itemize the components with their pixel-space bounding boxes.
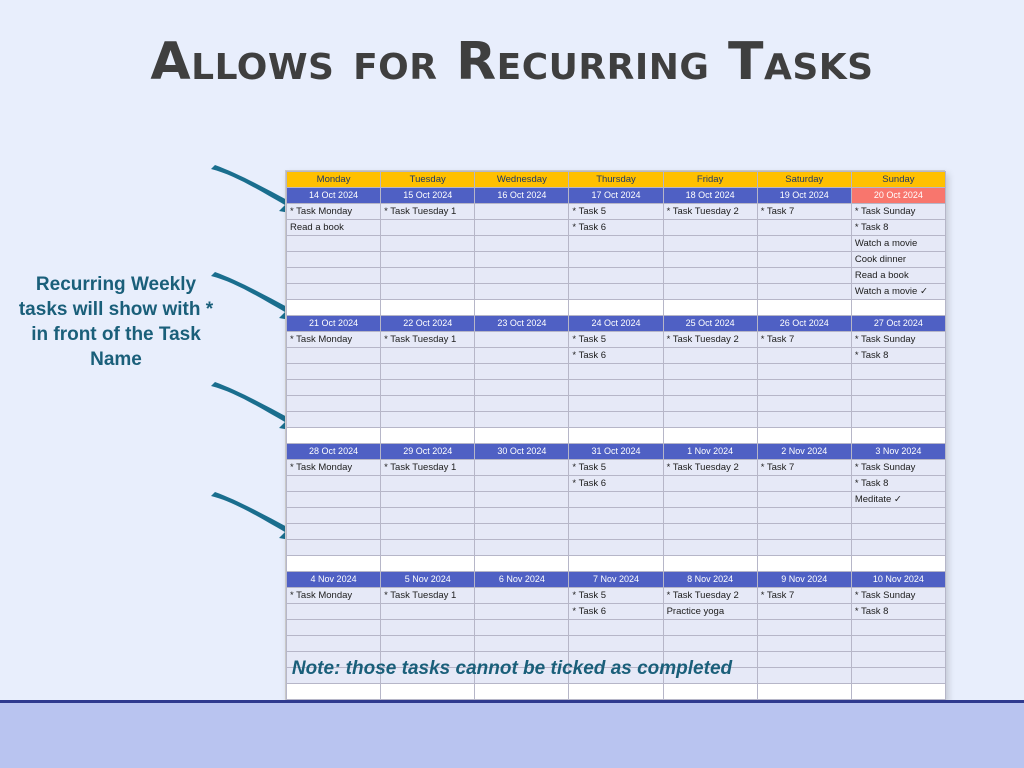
empty-task-cell[interactable] bbox=[475, 620, 569, 636]
task-cell[interactable]: Watch a movie ✓ bbox=[851, 284, 945, 300]
task-row bbox=[287, 476, 946, 492]
empty-task-cell[interactable] bbox=[569, 364, 663, 380]
week-date-row bbox=[287, 572, 946, 588]
empty-cell[interactable] bbox=[475, 300, 569, 316]
week-date-row bbox=[287, 444, 946, 460]
empty-task-cell[interactable] bbox=[569, 524, 663, 540]
date-cell[interactable]: 7 Nov 2024 bbox=[569, 572, 663, 588]
empty-cell[interactable] bbox=[475, 684, 569, 700]
empty-task-cell[interactable] bbox=[851, 620, 945, 636]
empty-task-cell[interactable] bbox=[475, 492, 569, 508]
empty-cell[interactable] bbox=[381, 684, 475, 700]
task-row bbox=[287, 540, 946, 556]
empty-task-cell[interactable] bbox=[757, 412, 851, 428]
task-cell[interactable]: * Task 7 bbox=[757, 588, 851, 604]
date-cell[interactable]: 30 Oct 2024 bbox=[475, 444, 569, 460]
empty-task-cell[interactable] bbox=[663, 620, 757, 636]
empty-task-cell[interactable] bbox=[663, 268, 757, 284]
empty-task-cell[interactable] bbox=[287, 412, 381, 428]
task-cell[interactable]: * Task Tuesday 2 bbox=[663, 204, 757, 220]
date-cell[interactable]: 22 Oct 2024 bbox=[381, 316, 475, 332]
date-cell[interactable]: 14 Oct 2024 bbox=[287, 188, 381, 204]
date-cell[interactable]: 23 Oct 2024 bbox=[475, 316, 569, 332]
task-cell[interactable]: * Task 6 bbox=[569, 348, 663, 364]
empty-task-cell[interactable] bbox=[757, 524, 851, 540]
empty-task-cell[interactable] bbox=[569, 268, 663, 284]
task-cell[interactable]: * Task 8 bbox=[851, 604, 945, 620]
empty-task-cell[interactable] bbox=[757, 540, 851, 556]
task-row bbox=[287, 620, 946, 636]
task-row bbox=[287, 460, 946, 476]
empty-task-cell[interactable] bbox=[569, 396, 663, 412]
day-header-friday[interactable]: Friday bbox=[663, 172, 757, 188]
empty-cell[interactable] bbox=[287, 428, 381, 444]
task-row bbox=[287, 236, 946, 252]
task-row bbox=[287, 364, 946, 380]
task-cell[interactable]: * Task Tuesday 2 bbox=[663, 460, 757, 476]
empty-task-cell[interactable] bbox=[475, 604, 569, 620]
date-cell[interactable]: 27 Oct 2024 bbox=[851, 316, 945, 332]
date-cell[interactable]: 19 Oct 2024 bbox=[757, 188, 851, 204]
empty-cell[interactable] bbox=[381, 428, 475, 444]
empty-task-cell[interactable] bbox=[475, 220, 569, 236]
task-cell[interactable]: * Task 5 bbox=[569, 332, 663, 348]
task-cell[interactable]: * Task 7 bbox=[757, 460, 851, 476]
empty-task-cell[interactable] bbox=[475, 540, 569, 556]
empty-task-cell[interactable] bbox=[851, 380, 945, 396]
task-row bbox=[287, 268, 946, 284]
empty-task-cell[interactable] bbox=[663, 524, 757, 540]
empty-task-cell[interactable] bbox=[663, 492, 757, 508]
day-header-sunday[interactable]: Sunday bbox=[851, 172, 945, 188]
empty-task-cell[interactable] bbox=[851, 540, 945, 556]
date-cell[interactable]: 28 Oct 2024 bbox=[287, 444, 381, 460]
empty-task-cell[interactable] bbox=[475, 268, 569, 284]
empty-cell[interactable] bbox=[287, 300, 381, 316]
empty-cell[interactable] bbox=[381, 300, 475, 316]
empty-task-cell[interactable] bbox=[381, 636, 475, 652]
empty-task-cell[interactable] bbox=[381, 380, 475, 396]
empty-task-cell[interactable] bbox=[287, 364, 381, 380]
task-cell[interactable]: * Task Monday bbox=[287, 204, 381, 220]
spacer-row bbox=[287, 300, 946, 316]
empty-task-cell[interactable] bbox=[475, 524, 569, 540]
task-row bbox=[287, 508, 946, 524]
empty-task-cell[interactable] bbox=[757, 348, 851, 364]
week-date-row bbox=[287, 316, 946, 332]
empty-task-cell[interactable] bbox=[381, 236, 475, 252]
day-header-monday[interactable]: Monday bbox=[287, 172, 381, 188]
empty-task-cell[interactable] bbox=[663, 348, 757, 364]
empty-task-cell[interactable] bbox=[663, 252, 757, 268]
empty-task-cell[interactable] bbox=[663, 220, 757, 236]
week-date-row bbox=[287, 188, 946, 204]
spacer-row bbox=[287, 556, 946, 572]
task-row bbox=[287, 492, 946, 508]
task-cell[interactable]: * Task 6 bbox=[569, 476, 663, 492]
empty-task-cell[interactable] bbox=[851, 524, 945, 540]
empty-task-cell[interactable] bbox=[757, 476, 851, 492]
empty-task-cell[interactable] bbox=[381, 348, 475, 364]
empty-task-cell[interactable] bbox=[851, 636, 945, 652]
empty-task-cell[interactable] bbox=[663, 636, 757, 652]
task-row bbox=[287, 284, 946, 300]
task-cell[interactable]: * Task 6 bbox=[569, 604, 663, 620]
task-cell[interactable]: Read a book bbox=[851, 268, 945, 284]
empty-task-cell[interactable] bbox=[381, 524, 475, 540]
task-row bbox=[287, 380, 946, 396]
empty-task-cell[interactable] bbox=[381, 492, 475, 508]
empty-task-cell[interactable] bbox=[663, 364, 757, 380]
day-header-wednesday[interactable]: Wednesday bbox=[475, 172, 569, 188]
bottom-note: Note: those tasks cannot be ticked as completed bbox=[291, 658, 733, 679]
empty-task-cell[interactable] bbox=[287, 636, 381, 652]
task-row bbox=[287, 588, 946, 604]
task-row bbox=[287, 636, 946, 652]
task-row bbox=[287, 348, 946, 364]
task-row bbox=[287, 604, 946, 620]
empty-task-cell[interactable] bbox=[475, 284, 569, 300]
empty-task-cell[interactable] bbox=[287, 540, 381, 556]
empty-task-cell[interactable] bbox=[475, 348, 569, 364]
task-cell[interactable]: * Task 5 bbox=[569, 204, 663, 220]
empty-task-cell[interactable] bbox=[381, 476, 475, 492]
empty-cell[interactable] bbox=[851, 300, 945, 316]
empty-task-cell[interactable] bbox=[475, 396, 569, 412]
empty-task-cell[interactable] bbox=[569, 412, 663, 428]
empty-task-cell[interactable] bbox=[851, 396, 945, 412]
empty-task-cell[interactable] bbox=[381, 284, 475, 300]
date-cell[interactable]: 1 Nov 2024 bbox=[663, 444, 757, 460]
empty-task-cell[interactable] bbox=[475, 332, 569, 348]
empty-task-cell[interactable] bbox=[757, 620, 851, 636]
empty-task-cell[interactable] bbox=[663, 540, 757, 556]
empty-task-cell[interactable] bbox=[381, 620, 475, 636]
empty-task-cell[interactable] bbox=[569, 236, 663, 252]
date-cell[interactable]: 17 Oct 2024 bbox=[569, 188, 663, 204]
empty-task-cell[interactable] bbox=[663, 412, 757, 428]
task-row bbox=[287, 524, 946, 540]
empty-task-cell[interactable] bbox=[381, 268, 475, 284]
task-row bbox=[287, 220, 946, 236]
empty-cell[interactable] bbox=[851, 556, 945, 572]
empty-task-cell[interactable] bbox=[569, 540, 663, 556]
empty-cell[interactable] bbox=[757, 684, 851, 700]
empty-task-cell[interactable] bbox=[287, 396, 381, 412]
page-title: Allows for Recurring Tasks bbox=[150, 32, 874, 92]
empty-cell[interactable] bbox=[381, 556, 475, 572]
task-cell[interactable]: * Task Monday bbox=[287, 460, 381, 476]
empty-task-cell[interactable] bbox=[663, 236, 757, 252]
empty-task-cell[interactable] bbox=[475, 636, 569, 652]
spacer-row bbox=[287, 428, 946, 444]
empty-task-cell[interactable] bbox=[569, 284, 663, 300]
task-cell[interactable]: Read a book bbox=[287, 220, 381, 236]
empty-task-cell[interactable] bbox=[287, 236, 381, 252]
empty-task-cell[interactable] bbox=[287, 476, 381, 492]
empty-task-cell[interactable] bbox=[569, 380, 663, 396]
empty-task-cell[interactable] bbox=[287, 252, 381, 268]
day-header-thursday[interactable]: Thursday bbox=[569, 172, 663, 188]
date-cell[interactable]: 2 Nov 2024 bbox=[757, 444, 851, 460]
task-cell[interactable]: Practice yoga bbox=[663, 604, 757, 620]
empty-task-cell[interactable] bbox=[381, 220, 475, 236]
empty-task-cell[interactable] bbox=[757, 492, 851, 508]
task-row bbox=[287, 204, 946, 220]
footer-bar bbox=[0, 703, 1024, 768]
spacer-row bbox=[287, 684, 946, 700]
empty-cell[interactable] bbox=[851, 684, 945, 700]
task-cell[interactable]: * Task Sunday bbox=[851, 332, 945, 348]
date-cell[interactable]: 6 Nov 2024 bbox=[475, 572, 569, 588]
task-cell[interactable]: * Task Tuesday 1 bbox=[381, 332, 475, 348]
empty-task-cell[interactable] bbox=[475, 204, 569, 220]
empty-task-cell[interactable] bbox=[663, 284, 757, 300]
empty-cell[interactable] bbox=[569, 684, 663, 700]
empty-cell[interactable] bbox=[569, 300, 663, 316]
task-cell[interactable]: * Task Tuesday 2 bbox=[663, 588, 757, 604]
empty-cell[interactable] bbox=[569, 428, 663, 444]
task-cell[interactable]: * Task Monday bbox=[287, 588, 381, 604]
empty-cell[interactable] bbox=[851, 428, 945, 444]
empty-task-cell[interactable] bbox=[287, 524, 381, 540]
empty-task-cell[interactable] bbox=[757, 380, 851, 396]
empty-task-cell[interactable] bbox=[663, 380, 757, 396]
empty-task-cell[interactable] bbox=[381, 540, 475, 556]
empty-cell[interactable] bbox=[757, 300, 851, 316]
empty-task-cell[interactable] bbox=[475, 588, 569, 604]
empty-task-cell[interactable] bbox=[569, 508, 663, 524]
empty-task-cell[interactable] bbox=[381, 252, 475, 268]
empty-task-cell[interactable] bbox=[757, 236, 851, 252]
empty-task-cell[interactable] bbox=[663, 396, 757, 412]
empty-task-cell[interactable] bbox=[757, 364, 851, 380]
task-cell[interactable]: * Task Sunday bbox=[851, 460, 945, 476]
empty-task-cell[interactable] bbox=[475, 236, 569, 252]
empty-cell[interactable] bbox=[757, 428, 851, 444]
empty-task-cell[interactable] bbox=[475, 508, 569, 524]
empty-cell[interactable] bbox=[663, 300, 757, 316]
empty-task-cell[interactable] bbox=[757, 604, 851, 620]
empty-cell[interactable] bbox=[663, 556, 757, 572]
empty-task-cell[interactable] bbox=[381, 412, 475, 428]
empty-task-cell[interactable] bbox=[287, 620, 381, 636]
date-cell[interactable]: 5 Nov 2024 bbox=[381, 572, 475, 588]
date-cell[interactable]: 9 Nov 2024 bbox=[757, 572, 851, 588]
empty-task-cell[interactable] bbox=[475, 460, 569, 476]
day-header-row bbox=[287, 172, 946, 188]
empty-task-cell[interactable] bbox=[287, 492, 381, 508]
empty-task-cell[interactable] bbox=[287, 508, 381, 524]
empty-task-cell[interactable] bbox=[663, 508, 757, 524]
date-cell[interactable]: 4 Nov 2024 bbox=[287, 572, 381, 588]
date-cell[interactable]: 3 Nov 2024 bbox=[851, 444, 945, 460]
date-cell[interactable]: 15 Oct 2024 bbox=[381, 188, 475, 204]
task-cell[interactable]: * Task 7 bbox=[757, 332, 851, 348]
empty-cell[interactable] bbox=[475, 428, 569, 444]
task-cell[interactable]: Meditate ✓ bbox=[851, 492, 945, 508]
empty-task-cell[interactable] bbox=[475, 412, 569, 428]
date-cell[interactable]: 21 Oct 2024 bbox=[287, 316, 381, 332]
empty-task-cell[interactable] bbox=[475, 380, 569, 396]
empty-task-cell[interactable] bbox=[757, 396, 851, 412]
task-cell[interactable]: * Task 8 bbox=[851, 220, 945, 236]
task-row bbox=[287, 412, 946, 428]
date-cell[interactable]: 24 Oct 2024 bbox=[569, 316, 663, 332]
date-cell[interactable]: 16 Oct 2024 bbox=[475, 188, 569, 204]
date-cell[interactable]: 25 Oct 2024 bbox=[663, 316, 757, 332]
empty-task-cell[interactable] bbox=[381, 604, 475, 620]
left-annotation-text: Recurring Weekly tasks will show with * in front of the Task Name bbox=[18, 274, 214, 370]
task-cell[interactable]: * Task Tuesday 1 bbox=[381, 460, 475, 476]
task-cell[interactable]: * Task Sunday bbox=[851, 204, 945, 220]
date-cell[interactable]: 26 Oct 2024 bbox=[757, 316, 851, 332]
empty-task-cell[interactable] bbox=[851, 412, 945, 428]
empty-task-cell[interactable] bbox=[569, 620, 663, 636]
date-cell[interactable]: 31 Oct 2024 bbox=[569, 444, 663, 460]
empty-cell[interactable] bbox=[569, 556, 663, 572]
empty-task-cell[interactable] bbox=[569, 252, 663, 268]
task-row bbox=[287, 252, 946, 268]
empty-task-cell[interactable] bbox=[851, 508, 945, 524]
task-row bbox=[287, 396, 946, 412]
empty-task-cell[interactable] bbox=[287, 380, 381, 396]
day-header-saturday[interactable]: Saturday bbox=[757, 172, 851, 188]
task-cell[interactable]: * Task Tuesday 2 bbox=[663, 332, 757, 348]
task-cell[interactable]: * Task Tuesday 1 bbox=[381, 588, 475, 604]
empty-task-cell[interactable] bbox=[569, 492, 663, 508]
empty-cell[interactable] bbox=[663, 428, 757, 444]
empty-task-cell[interactable] bbox=[757, 508, 851, 524]
empty-task-cell[interactable] bbox=[757, 268, 851, 284]
task-cell[interactable]: * Task 5 bbox=[569, 588, 663, 604]
empty-cell[interactable] bbox=[287, 556, 381, 572]
task-cell[interactable]: * Task Sunday bbox=[851, 588, 945, 604]
task-cell[interactable]: * Task 5 bbox=[569, 460, 663, 476]
date-cell[interactable]: 20 Oct 2024 bbox=[851, 188, 945, 204]
empty-cell[interactable] bbox=[475, 556, 569, 572]
empty-task-cell[interactable] bbox=[757, 284, 851, 300]
task-row bbox=[287, 332, 946, 348]
empty-task-cell[interactable] bbox=[381, 396, 475, 412]
empty-task-cell[interactable] bbox=[757, 220, 851, 236]
empty-cell[interactable] bbox=[757, 556, 851, 572]
empty-cell[interactable] bbox=[663, 684, 757, 700]
task-cell[interactable]: * Task 8 bbox=[851, 476, 945, 492]
task-cell[interactable]: Watch a movie bbox=[851, 236, 945, 252]
empty-task-cell[interactable] bbox=[287, 348, 381, 364]
empty-task-cell[interactable] bbox=[475, 476, 569, 492]
empty-task-cell[interactable] bbox=[663, 476, 757, 492]
empty-task-cell[interactable] bbox=[569, 636, 663, 652]
task-cell[interactable]: * Task 7 bbox=[757, 204, 851, 220]
empty-task-cell[interactable] bbox=[287, 284, 381, 300]
empty-task-cell[interactable] bbox=[475, 364, 569, 380]
empty-task-cell[interactable] bbox=[287, 604, 381, 620]
date-cell[interactable]: 18 Oct 2024 bbox=[663, 188, 757, 204]
empty-task-cell[interactable] bbox=[381, 508, 475, 524]
day-header-tuesday[interactable]: Tuesday bbox=[381, 172, 475, 188]
empty-task-cell[interactable] bbox=[475, 252, 569, 268]
task-cell[interactable]: * Task 8 bbox=[851, 348, 945, 364]
task-cell[interactable]: * Task Tuesday 1 bbox=[381, 204, 475, 220]
date-cell[interactable]: 8 Nov 2024 bbox=[663, 572, 757, 588]
empty-cell[interactable] bbox=[287, 684, 381, 700]
date-cell[interactable]: 10 Nov 2024 bbox=[851, 572, 945, 588]
task-cell[interactable]: * Task Monday bbox=[287, 332, 381, 348]
empty-task-cell[interactable] bbox=[757, 252, 851, 268]
task-cell[interactable]: * Task 6 bbox=[569, 220, 663, 236]
empty-task-cell[interactable] bbox=[851, 364, 945, 380]
task-cell[interactable]: Cook dinner bbox=[851, 252, 945, 268]
date-cell[interactable]: 29 Oct 2024 bbox=[381, 444, 475, 460]
empty-task-cell[interactable] bbox=[381, 364, 475, 380]
empty-task-cell[interactable] bbox=[287, 268, 381, 284]
empty-task-cell[interactable] bbox=[757, 636, 851, 652]
